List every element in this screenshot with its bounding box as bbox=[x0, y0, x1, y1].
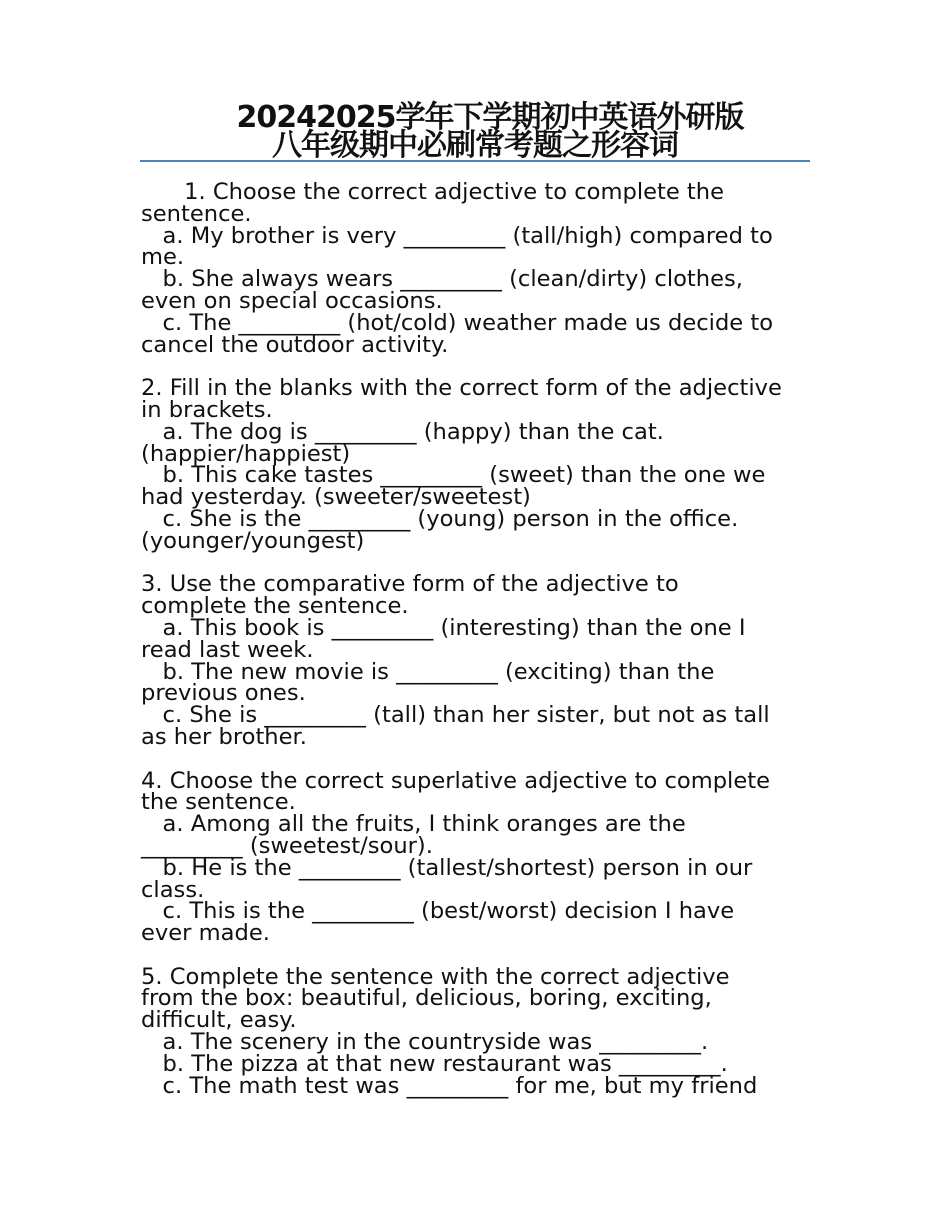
text-line: 4. Choose the correct superlative adjective to complete bbox=[141, 767, 770, 794]
text-line: 1. Choose the correct adjective to complete the bbox=[141, 179, 725, 205]
text-line: sentence. bbox=[141, 200, 252, 227]
text-line: b. She always wears _________ (clean/dirty) clothes, bbox=[141, 266, 743, 293]
text-line: (younger/youngest) bbox=[141, 527, 365, 554]
title-underline bbox=[140, 160, 810, 162]
text-line: c. The math test was _________ for me, but my friend bbox=[141, 1072, 758, 1099]
text-line: a. This book is _________ (interesting) than the one I bbox=[141, 614, 746, 641]
text-line: ever made. bbox=[141, 920, 270, 947]
text-line: as her brother. bbox=[141, 723, 307, 750]
text-line: c. This is the _________ (best/worst) decision I have bbox=[141, 898, 735, 925]
text-line: from the box: beautiful, delicious, boring, exciting, bbox=[141, 985, 712, 1012]
text-line: a. The dog is _________ (happy) than the cat. bbox=[141, 418, 664, 445]
text-line: b. The pizza at that new restaurant was _________. bbox=[141, 1050, 728, 1077]
text-line: 3. Use the comparative form of the adjective to bbox=[141, 571, 679, 598]
title-line-2: 八年级期中必刷常考题之形容词 bbox=[272, 128, 678, 163]
text-line: had yesterday. (sweeter/sweetest) bbox=[141, 484, 531, 511]
text-line: b. He is the _________ (tallest/shortest) person in our bbox=[141, 854, 753, 881]
text-line: in brackets. bbox=[141, 396, 273, 423]
question-5 bbox=[141, 963, 811, 1099]
text-line: cancel the outdoor activity. bbox=[141, 331, 449, 358]
text-line: even on special occasions. bbox=[141, 287, 443, 314]
document-title bbox=[140, 100, 810, 163]
question-1 bbox=[141, 179, 811, 358]
text-line: difficult, easy. bbox=[141, 1007, 297, 1034]
text-line: read last week. bbox=[141, 636, 314, 663]
text-line: c. The _________ (hot/cold) weather made us decide to bbox=[141, 309, 774, 336]
text-line: _________ (sweetest/sour). bbox=[141, 832, 433, 859]
text-line: me. bbox=[141, 244, 185, 271]
text-line: 2. Fill in the blanks with the correct form of the adjective bbox=[141, 375, 782, 402]
text-line: complete the sentence. bbox=[141, 593, 409, 620]
text-line: previous ones. bbox=[141, 680, 306, 707]
text-line: c. She is the _________ (young) person in the office. bbox=[141, 505, 739, 532]
text-line: (happier/happiest) bbox=[141, 440, 351, 467]
questions-body bbox=[141, 179, 811, 1099]
text-line: a. The scenery in the countryside was _________. bbox=[141, 1029, 709, 1056]
text-line: b. This cake tastes _________ (sweet) than the one we bbox=[141, 462, 766, 489]
question-3 bbox=[141, 571, 811, 750]
text-line: b. The new movie is _________ (exciting) than the bbox=[141, 658, 715, 685]
question-4 bbox=[141, 767, 811, 947]
text-line: the sentence. bbox=[141, 789, 296, 816]
title-line-1: 20242025学年下学期初中英语外研版 bbox=[236, 100, 744, 135]
text-line: a. Among all the fruits, I think oranges are the bbox=[141, 811, 686, 838]
text-line: a. My brother is very _________ (tall/high) compared to bbox=[141, 222, 773, 249]
text-line: class. bbox=[141, 876, 205, 903]
question-2 bbox=[141, 375, 811, 554]
text-line: 5. Complete the sentence with the correct adjective bbox=[141, 963, 730, 990]
text-line: c. She is _________ (tall) than her sister, but not as tall bbox=[141, 702, 770, 729]
